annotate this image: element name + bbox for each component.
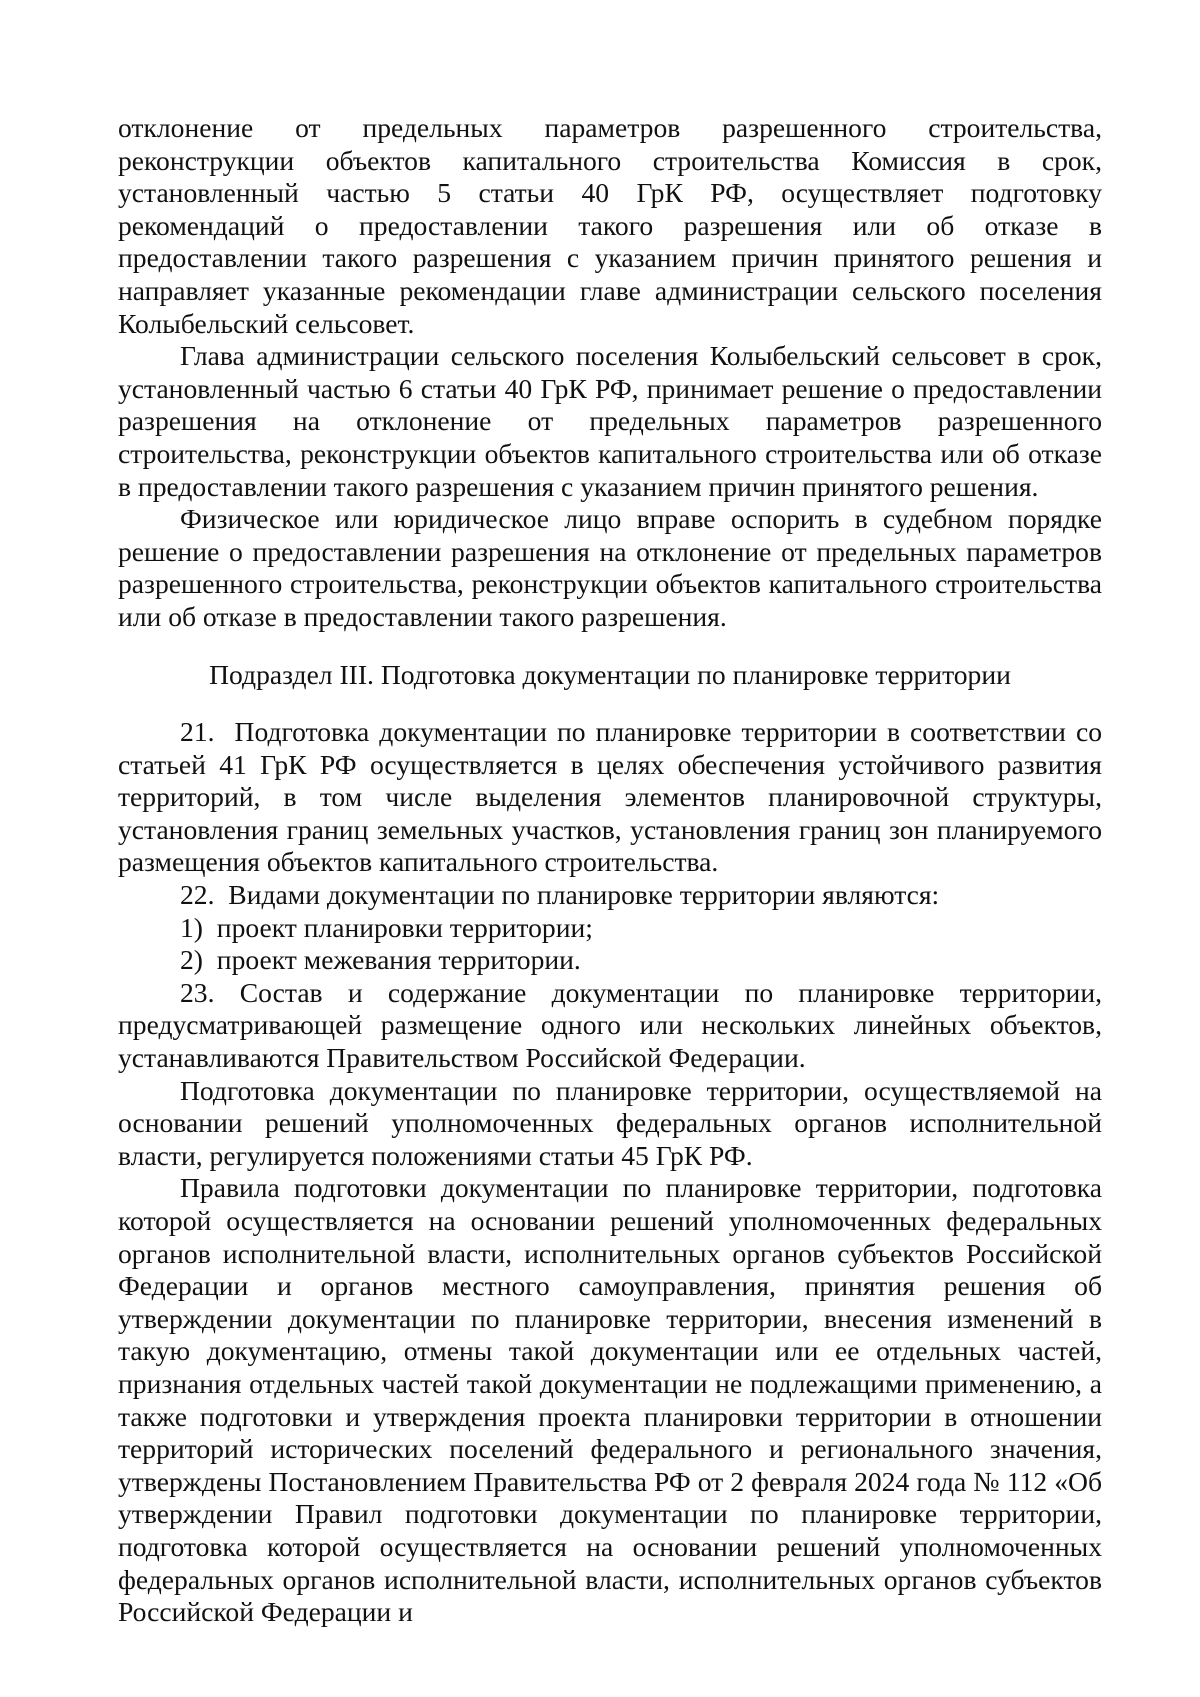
document-page — [118, 112, 1102, 1629]
list-item-2 — [118, 944, 1102, 977]
item-22-number: 22. — [180, 879, 215, 911]
item-21 — [118, 716, 1102, 879]
paragraph-head-decision: Глава администрации сельского поселения Колыбельский сельсовет в срок, установленный частью 6 статьи 40 ГрК РФ, принимает решение о предоставлении разрешения на отклонение от предельных параметров разрешенного строительства, реконструкции объектов капитального строительства или об отказе в предоставлении такого разрешения с указанием причин принятого решения. — [118, 340, 1102, 502]
section-heading: Подраздел III. Подготовка документации по планировке территории — [209, 658, 1011, 690]
paragraph-rules-resolution: Правила подготовки документации по планировке территории, подготовка которой осуществляется на основании решений уполномоченных федеральных органов исполнительной власти, исполнительных органов субъектов Российской Федерации и органов местного самоуправления, принятия решения об утверждении документации по планировке территории, внесения изменений в такую документацию, отмены такой документации или ее отдельных частей, признания отдельных частей такой документации не подлежащими применению, а также подготовки и утверждения проекта планировки территории в отношении территорий исторических поселений федерального и регионального значения, утверждены Постановлением Правительства РФ от 2 февраля 2024 года № 112 «Об утверждении Правил подготовки документации по планировке территории, подготовка которой осуществляется на основании решений уполномоченных федеральных органов исполнительной власти, исполнительных органов субъектов Российской Федерации и — [118, 1172, 1102, 1628]
item-21-text: Подготовка документации по планировке территории в соответствии со статьей 41 ГрК РФ осуществляется в целях обеспечения устойчивого развития территорий, в том числе выделения элементов планировочной структуры, установления границ земельных участков, установления границ зон планируемого размещения объектов капитального строительства. — [118, 716, 1103, 878]
item-23 — [118, 977, 1102, 1075]
list-item-1 — [118, 912, 1102, 945]
list-item-2-number: 2) — [180, 944, 203, 976]
item-23-number: 23. — [180, 976, 215, 1008]
paragraph-federal-bodies: Подготовка документации по планировке территории, осуществляемой на основании решений уполномоченных федеральных органов исполнительной власти, регулируется положениями статьи 45 ГрК РФ. — [118, 1074, 1102, 1171]
paragraph-court-appeal: Физическое или юридическое лицо вправе оспорить в судебном порядке решение о предоставлении разрешения на отклонение от предельных параметров разрешенного строительства, реконструкции объектов капитального строительства или об отказе в предоставлении такого разрешения. — [118, 503, 1102, 632]
item-22 — [118, 879, 1102, 912]
item-23-text: Состав и содержание документации по планировке территории, предусматривающей размещение одного или нескольких линейных объектов, устанавливаются Правительством Российской Федерации. — [118, 976, 1102, 1074]
list-item-2-text: проект межевания территории. — [216, 944, 581, 976]
list-item-1-text: проект планировки территории; — [216, 911, 593, 943]
item-22-text: Видами документации по планировке территории являются: — [228, 879, 940, 911]
list-item-1-number: 1) — [180, 911, 203, 943]
paragraph-commission-recommendations: отклонение от предельных параметров разрешенного строительства, реконструкции объектов капитального строительства Комиссия в срок, установленный частью 5 статьи 40 ГрК РФ, осуществляет подготовку рекомендаций о предоставлении такого разрешения или об отказе в предоставлении такого разрешения с указанием причин принятого решения и направляет указанные рекомендации главе администрации сельского поселения Колыбельский сельсовет. — [118, 112, 1102, 339]
item-21-number: 21. — [180, 716, 215, 748]
